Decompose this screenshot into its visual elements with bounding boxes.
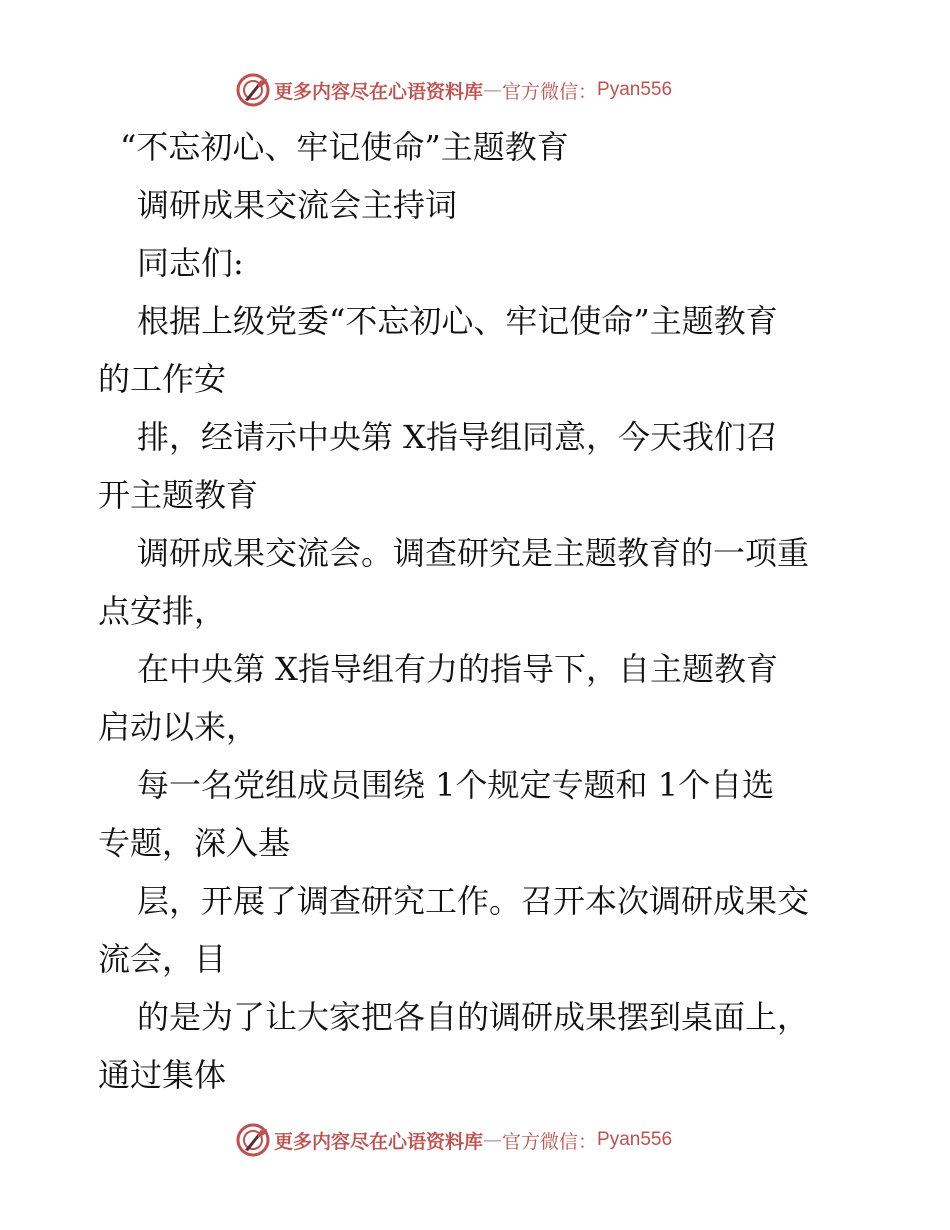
quill-logo-icon [236,1123,270,1157]
salutation: 同志们: [137,244,244,282]
paragraph-line: 排，经请示中央第 X指导组同意，今天我们召 [137,418,778,456]
paragraph-line: 的工作安 [98,360,227,398]
paragraph-line: 的是为了让大家把各自的调研成果摆到桌面上， [137,998,810,1036]
header-banner [236,73,672,107]
doc-title-line-2: 调研成果交流会主持词 [137,186,458,224]
paragraph-line: 每一名党组成员围绕 1个规定专题和 1个自选 [137,766,775,804]
banner-wechat-id: Pyan556 [597,79,673,100]
banner-wechat-label: 官方微信： [502,1130,598,1153]
footer-banner [236,1123,672,1157]
paragraph-line: 启动以来， [98,708,259,746]
paragraph-line: 根据上级党委“不忘初心、牢记使命”主题教育 [137,302,778,340]
paragraph-line: 在中央第 X指导组有力的指导下，自主题教育 [137,650,778,688]
paragraph-line: 调研成果交流会。调查研究是主题教育的一项重 [137,534,810,572]
paragraph-line: 点安排， [98,592,227,630]
banner-title: 更多内容尽在心语资料库 [274,1130,484,1153]
paragraph-line: 专题，深入基 [98,824,291,862]
banner-wechat-id: Pyan556 [597,1129,673,1150]
banner-dash: — [483,79,503,101]
banner-wechat-label: 官方微信： [502,80,598,103]
paragraph-line: 通过集体 [98,1056,227,1094]
banner-title: 更多内容尽在心语资料库 [274,80,484,103]
paragraph-line: 开主题教育 [98,476,259,514]
doc-title-line-1: “不忘初心、牢记使命”主题教育 [120,128,569,166]
paragraph-line: 层，开展了调查研究工作。召开本次调研成果交 [137,882,810,920]
paragraph-line: 流会，目 [98,940,227,978]
banner-dash: — [483,1129,503,1151]
quill-logo-icon [236,73,270,107]
